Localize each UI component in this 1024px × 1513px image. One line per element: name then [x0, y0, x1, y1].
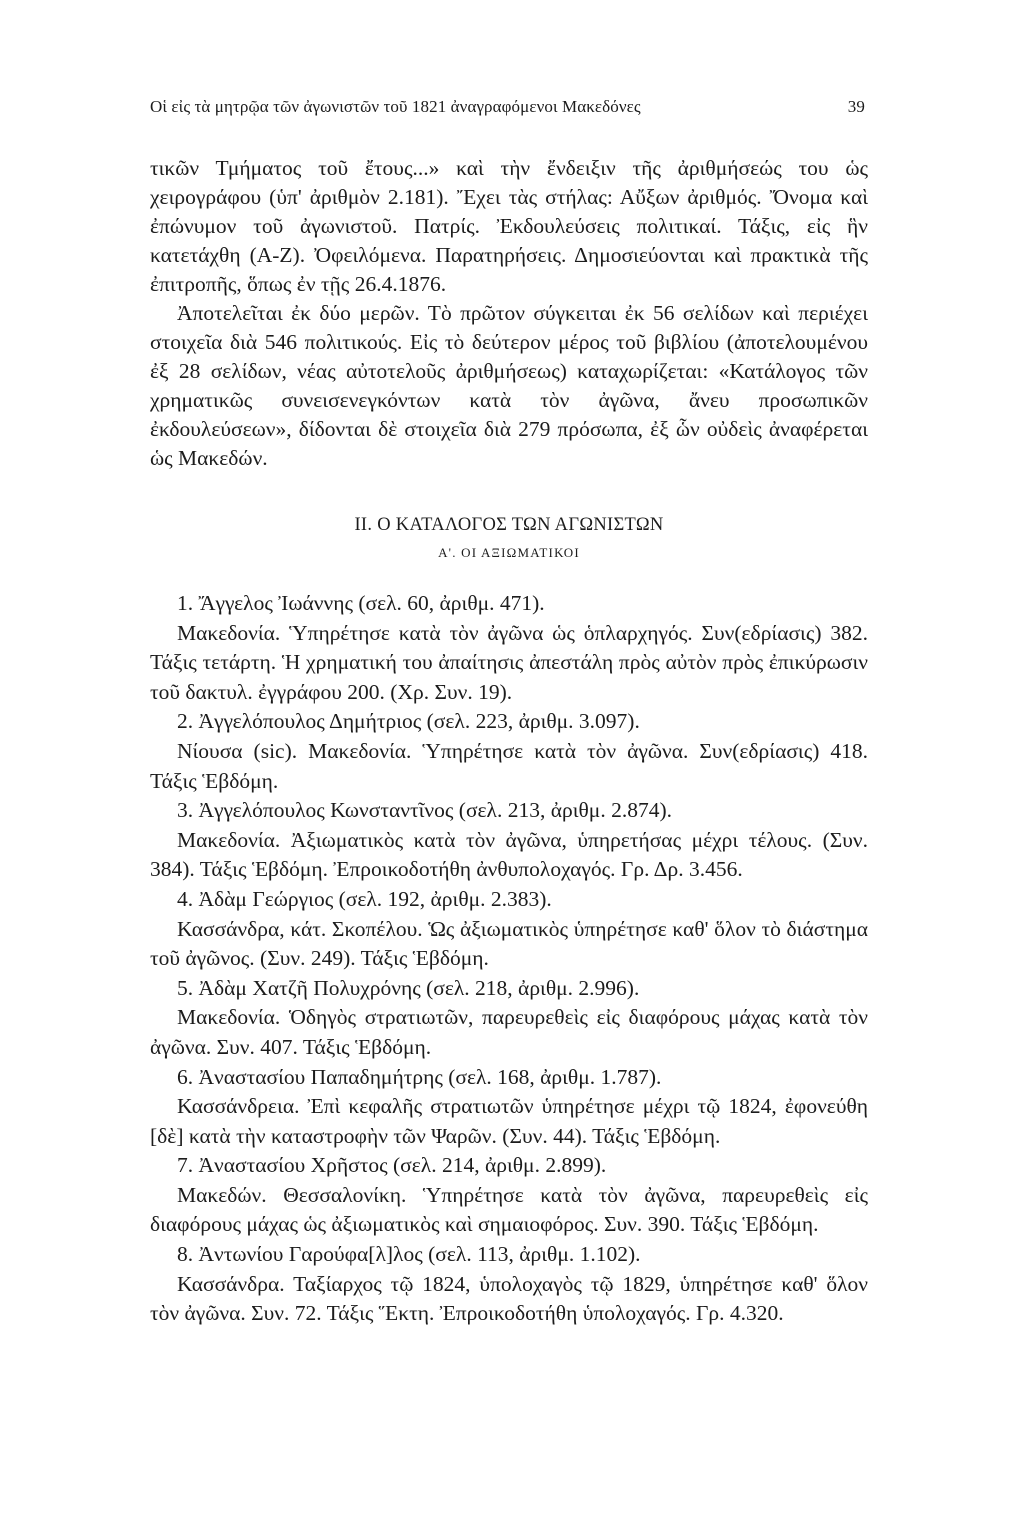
entry-description: Μακεδονία. Ἀξιωματικὸς κατὰ τὸν ἀγῶνα, ὑπηρετήσας μέχρι τέλους. (Συν. 384). Τάξις Ἑβδόμη. Ἐπροικοδοτήθη ἀνθυπολοχαγός. Γρ. Δρ. 3.456. [150, 827, 868, 882]
list-item [150, 1151, 868, 1240]
list-item [150, 974, 868, 1063]
list-item [150, 589, 868, 707]
entry-name: 2. Ἀγγελόπουλος Δημήτριος (σελ. 223, ἀριθμ. 3.097). [177, 709, 640, 734]
list-item [150, 885, 868, 974]
running-title: Οἱ εἰς τὰ μητρῷα τῶν ἀγωνιστῶν τοῦ 1821 ἀναγραφόμενοι Μακεδόνες [150, 97, 641, 116]
entry-name: 5. Ἀδὰμ Χατζῆ Πολυχρόνης (σελ. 218, ἀριθμ. 2.996). [177, 975, 640, 1000]
intro-text [150, 154, 868, 473]
intro-paragraph: Ἀποτελεῖται ἐκ δύο μερῶν. Τὸ πρῶτον σύγκειται ἐκ 56 σελίδων καὶ περιέχει στοιχεῖα διὰ 546 πολιτικούς. Εἰς τὸ δεύτερον μέρος τοῦ βιβλίου (ἀποτελουμένου ἐξ 28 σελίδων, νέας αὐτοτελοῦς ἀριθμήσεως) καταχωρίζεται: «Κατάλογος τῶν χρηματικῶς συνεισενεγκόντων κατὰ τὸν ἀγῶνα, ἄνευ προσωπικῶν ἐκδουλεύσεων», δίδονται δὲ στοιχεῖα διὰ 279 πρόσωπα, ἐξ ὧν οὐδεὶς ἀναφέρεται ὡς Μακεδών. [150, 301, 868, 470]
entry-name: 1. Ἄγγελος Ἰωάννης (σελ. 60, ἀριθμ. 471). [177, 591, 545, 615]
entry-name: 3. Ἀγγελόπουλος Κωνσταντῖνος (σελ. 213, ἀριθμ. 2.874). [177, 798, 672, 823]
section-subheading: Α'. ΟΙ ΑΞΙΩΜΑΤΙΚΟΙ [438, 545, 580, 560]
section-heading: II. Ο ΚΑΤΑΛΟΓΟΣ ΤΩΝ ΑΓΩΝΙΣΤΩΝ [354, 515, 664, 535]
entry-name: 8. Ἀντωνίου Γαρούφα[λ]λος (σελ. 113, ἀριθμ. 1.102). [177, 1242, 641, 1267]
intro-paragraph: τικῶν Τμήματος τοῦ ἔτους...» καὶ τὴν ἔνδειξιν τῆς ἀριθμήσεώς του ὡς χειρογράφου (ὑπ' ἀριθμὸν 2.181). Ἔχει τὰς στήλας: Αὔξων ἀριθμός. Ὄνομα καὶ ἐπώνυμον τοῦ ἀγωνιστοῦ. Πατρίς. Ἐκδουλεύσεις πολιτικαί. Τάξις, εἰς ἣν κατετάχθη (Α-Ζ). Ὀφειλόμενα. Παρατηρήσεις. Δημοσιεύονται καὶ πρακτικὰ τῆς ἐπιτροπῆς, ὅπως ἐν τῇς 26.4.1876. [150, 156, 868, 296]
fighters-list [150, 589, 868, 1329]
page-number: 39 [847, 97, 865, 116]
entry-name: 7. Ἀναστασίου Χρῆστος (σελ. 214, ἀριθμ. 2.899). [177, 1153, 607, 1178]
list-item [150, 796, 868, 885]
entry-description: Κασσάνδρα. Ταξίαρχος τῷ 1824, ὑπολοχαγὸς τῷ 1829, ὑπηρέτησε καθ' ὅλον τὸν ἀγῶνα. Συν. 72. Τάξις Ἕκτη. Ἐπροικοδοτήθη ὑπολοχαγός. Γρ. 4.320. [150, 1271, 868, 1326]
entry-description: Μακεδονία. Ὁδηγὸς στρατιωτῶν, παρευρεθεὶς εἰς διαφόρους μάχας κατὰ τὸν ἀγῶνα. Συν. 407. Τάξις Ἑβδόμη. [150, 1005, 868, 1059]
entry-description: Μακεδονία. Ὑπηρέτησε κατὰ τὸν ἀγῶνα ὡς ὁπλαρχηγός. Συν(εδρίασις) 382. Τάξις τετάρτη. Ἡ χρηματική του ἀπαίτησις ἀπεστάλη πρὸς αὐτὸν πρὸς ἐπικύρωσιν τοῦ δακτυλ. ἐγγράφου 200. (Χρ. Συν. 19). [150, 620, 868, 704]
list-item [150, 1240, 868, 1329]
entry-description: Κασσάνδρα, κάτ. Σκοπέλου. Ὡς ἀξιωματικὸς ὑπηρέτησε καθ' ὅλον τὸ διάστημα τοῦ ἀγῶνος. (Συν. 249). Τάξις Ἑβδόμη. [150, 916, 868, 971]
list-item [150, 1063, 868, 1152]
entry-name: 6. Ἀναστασίου Παπαδημήτρης (σελ. 168, ἀριθμ. 1.787). [177, 1064, 662, 1089]
entry-name: 4. Ἀδὰμ Γεώργιος (σελ. 192, ἀριθμ. 2.383). [177, 886, 552, 911]
entry-description: Κασσάνδρεια. Ἐπὶ κεφαλῆς στρατιωτῶν ὑπηρέτησε μέχρι τῷ 1824, ἐφονεύθη [δὲ] κατὰ τὴν καταστροφὴν τῶν Ψαρῶν. (Συν. 44). Τάξις Ἑβδόμη. [150, 1094, 868, 1148]
list-item [150, 707, 868, 796]
entry-description: Νίουσα (sic). Μακεδονία. Ὑπηρέτησε κατὰ τὸν ἀγῶνα. Συν(εδρίασις) 418. Τάξις Ἑβδόμη. [150, 738, 868, 793]
running-header [150, 97, 870, 117]
entry-description: Μακεδών. Θεσσαλονίκη. Ὑπηρέτησε κατὰ τὸν ἀγῶνα, παρευρεθεὶς εἰς διαφόρους μάχας ὡς ἀξιωματικὸς καὶ σημαιοφόρος. Συν. 390. Τάξις Ἑβδόμη. [150, 1182, 868, 1237]
